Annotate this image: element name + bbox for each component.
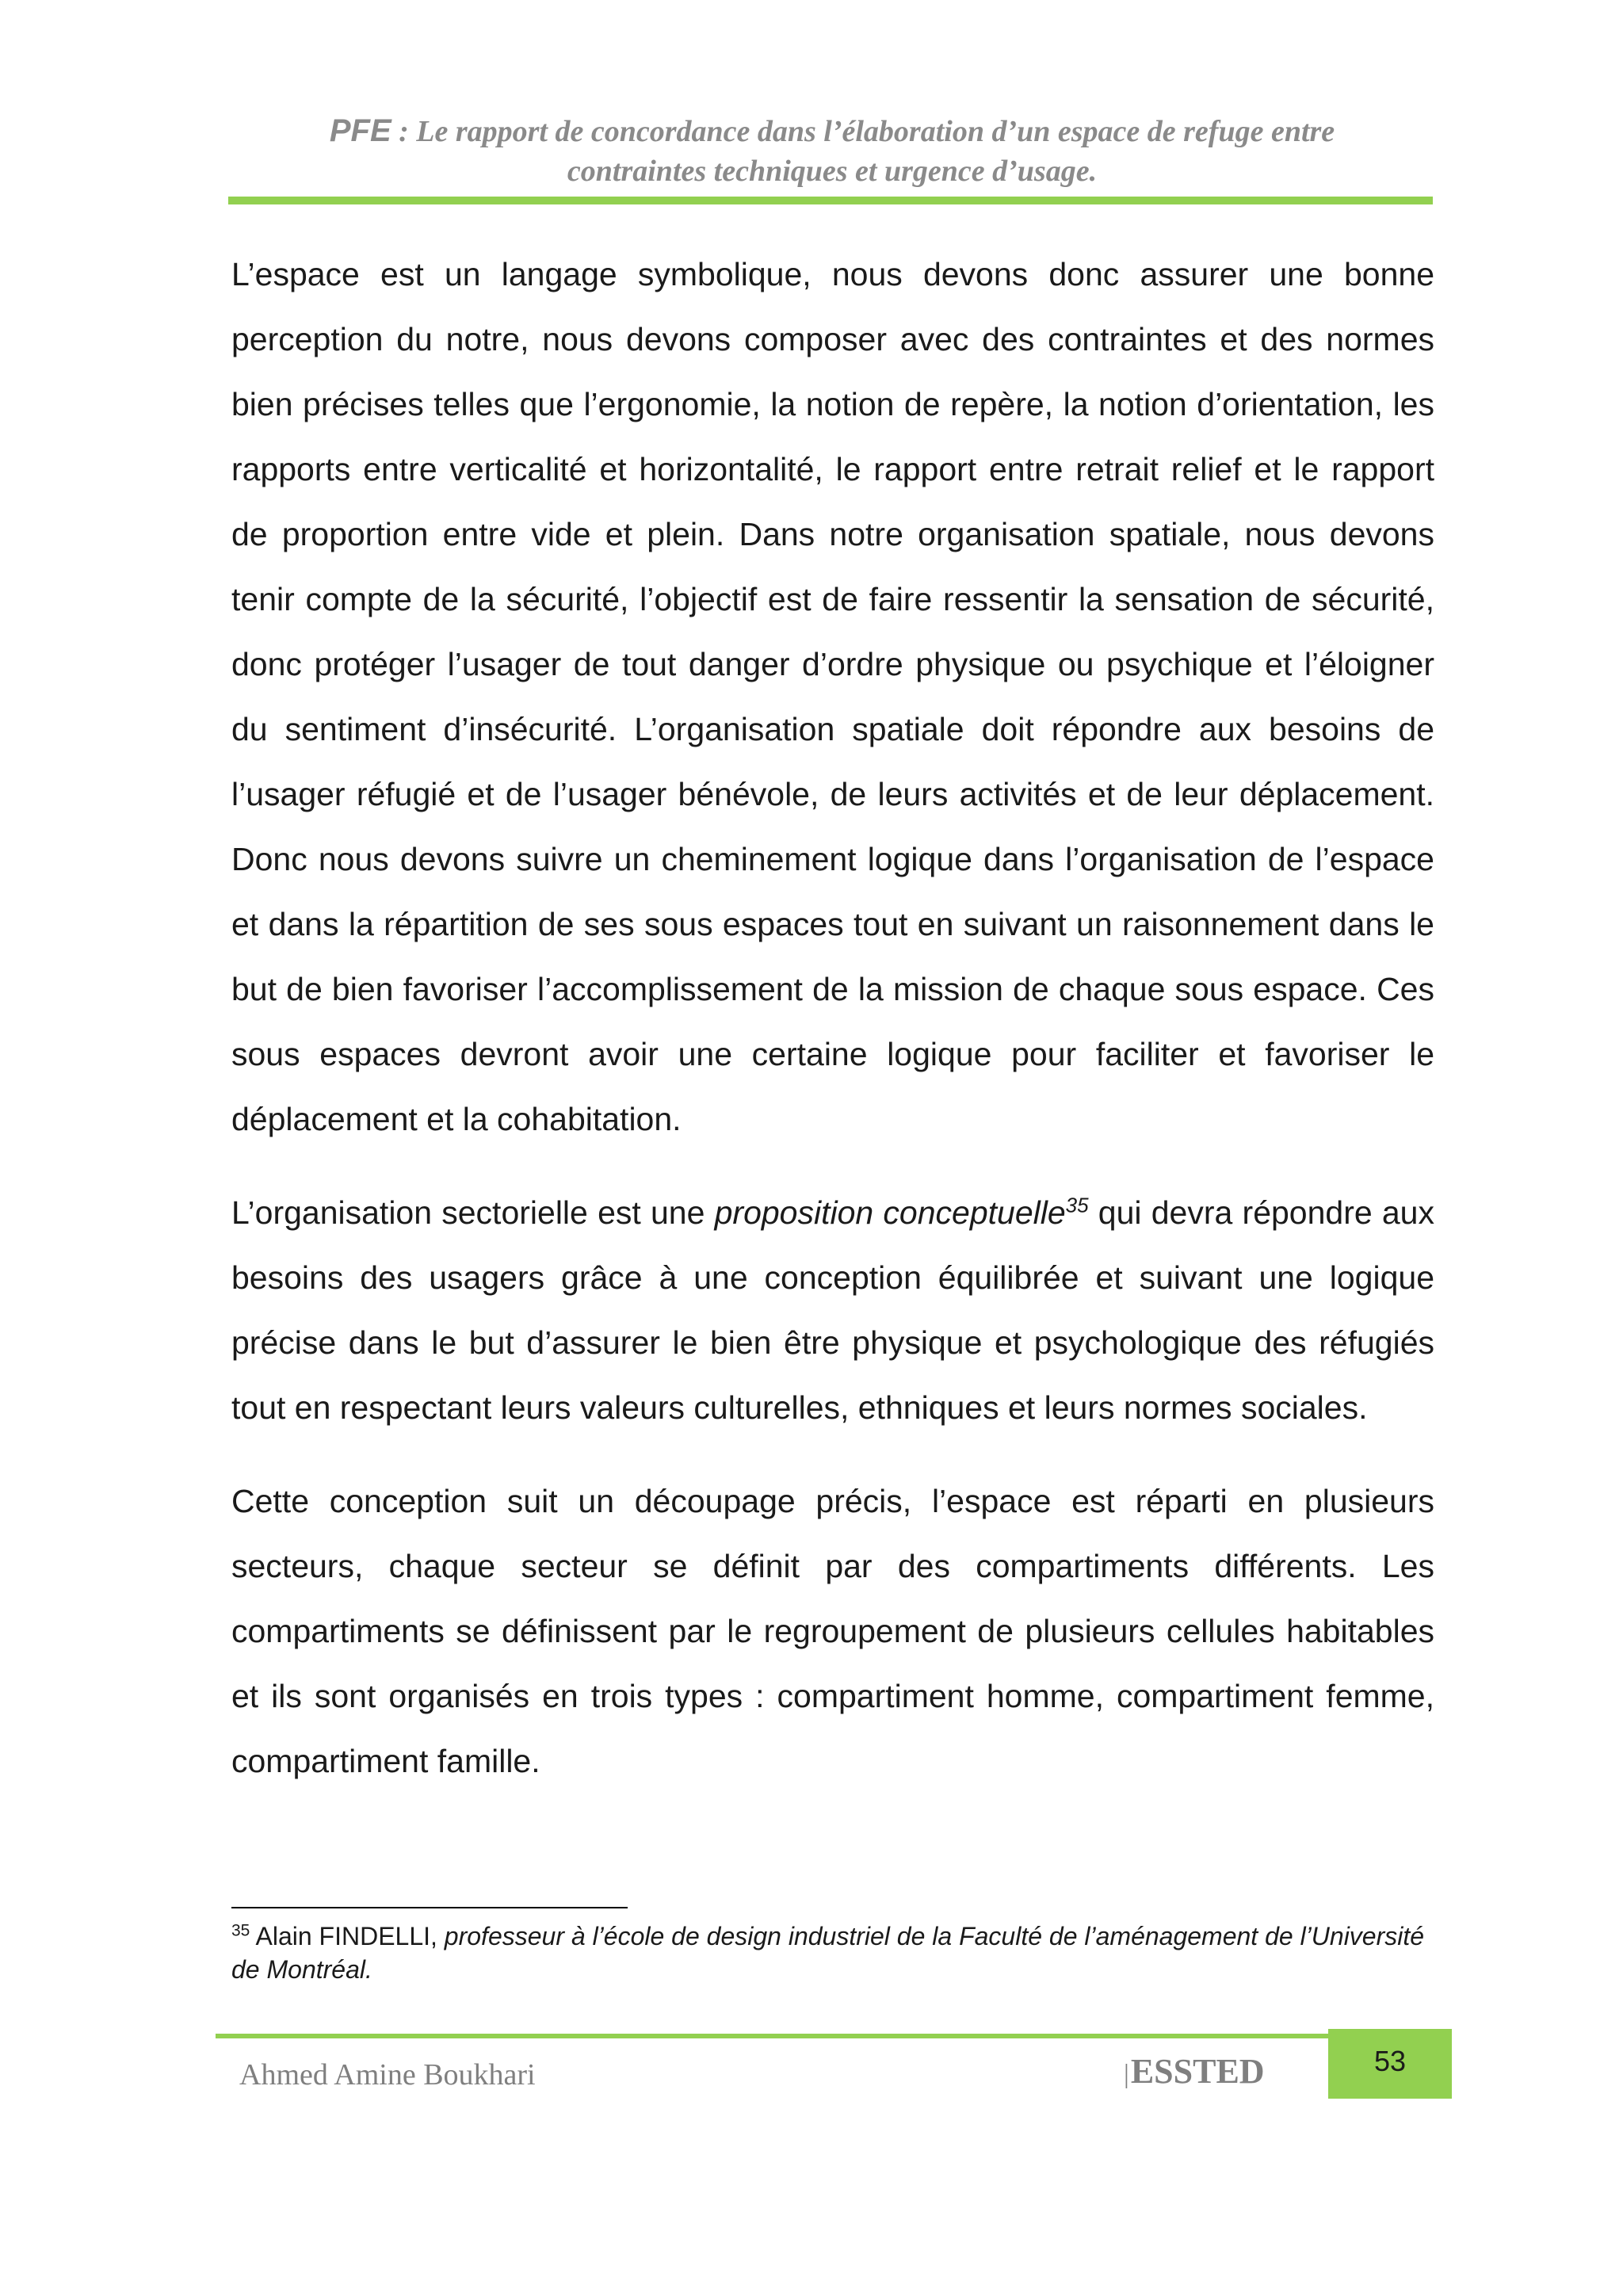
header-pfe-label: PFE	[329, 113, 391, 148]
header-line-1	[230, 111, 1434, 151]
main-text	[231, 242, 1434, 1822]
paragraph-2	[231, 1180, 1434, 1440]
footnote-text: professeur à l’école de design industriel de la Faculté de l’aménagement de l’Université de Montréal.	[231, 1922, 1425, 1984]
header-title-line-1: : Le rapport de concordance dans l’élaboration d’un espace de refuge entre	[391, 115, 1335, 148]
footnote-separator	[231, 1907, 628, 1908]
paragraph-2-start: L’organisation sectorielle est une	[231, 1194, 715, 1231]
footer-separator: |	[1124, 2060, 1129, 2089]
footer-school-name: ESSTED	[1130, 2052, 1265, 2091]
paragraph-1: L’espace est un langage symbolique, nous devons donc assurer une bonne perception du notre, nous devons composer avec des contraintes et des normes bien précises telles que l’ergonomie, la notion de repère, la notion d’orientation, les rapports entre verticalité et horizontalité, le rapport entre retrait relief et le rapport de proportion entre vide et plein. Dans notre organisation spatiale, nous devons tenir compte de la sécurité, l’objectif est de faire ressentir la sensation de sécurité, donc protéger l’usager de tout danger d’ordre physique ou psychique et l’éloigner du sentiment d’insécurité. L’organisation spatiale doit répondre aux besoins de l’usager réfugié et de l’usager bénévole, de leurs activités et de leur déplacement. Donc nous devons suivre un cheminement logique dans l’organisation de l’espace et dans la répartition de ses sous espaces tout en suivant un raisonnement dans le but de bien favoriser l’accomplissement de la mission de chaque sous espace. Ces sous espaces devront avoir une certaine logique pour faciliter et favoriser le déplacement et la cohabitation.	[231, 256, 1434, 1137]
paragraph-2-end: qui devra répondre aux besoins des usagers grâce à une conception équilibrée et suivant une logique précise dans le but d’assurer le bien être physique et psychologique des réfugiés tout en respectant leurs valeurs culturelles, ethniques et leurs normes sociales.	[231, 1194, 1434, 1426]
footnote-number: 35	[231, 1921, 250, 1940]
paragraph-3: Cette conception suit un découpage précis, l’espace est réparti en plusieurs secteurs, chaque secteur se définit par des compartiments différents. Les compartiments se définissent par le regroupement de plusieurs cellules habitables et ils sont organisés en trois types : compartiment homme, compartiment femme, compartiment famille.	[231, 1483, 1434, 1779]
footer-author: Ahmed Amine Boukhari	[239, 2058, 536, 2092]
footer-divider	[216, 2034, 1452, 2038]
running-header	[230, 111, 1434, 191]
header-title-line-2: contraintes techniques et urgence d’usage.	[567, 155, 1098, 188]
paragraph-2-emphasis: proposition conceptuelle	[714, 1194, 1066, 1231]
footnote	[231, 1920, 1436, 1986]
footer-school	[1124, 2051, 1265, 2092]
page-number: 53	[1328, 2029, 1452, 2099]
footnote-reference[interactable]: 35	[1065, 1193, 1089, 1217]
footnote-author: Alain FINDELLI,	[250, 1922, 445, 1950]
header-divider	[228, 197, 1433, 204]
